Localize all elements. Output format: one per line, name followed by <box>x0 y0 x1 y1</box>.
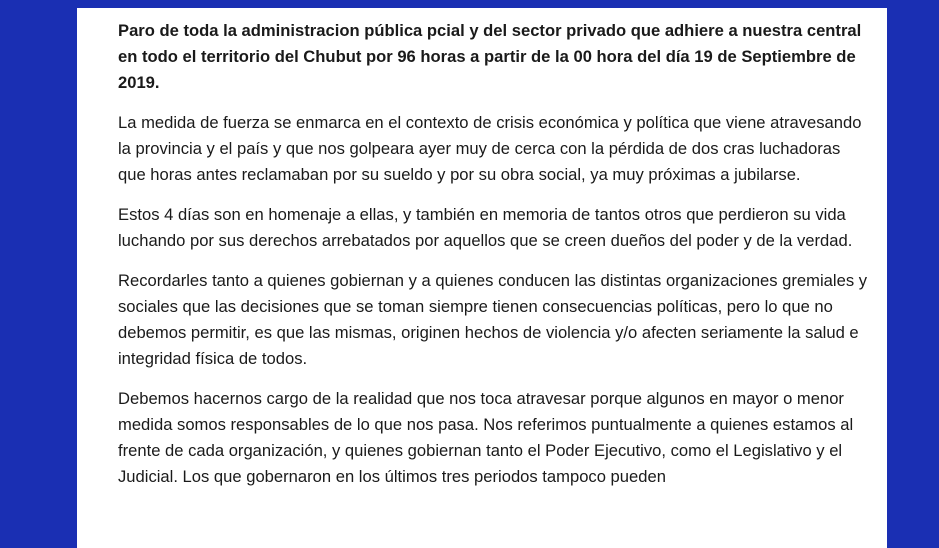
document-page <box>77 8 887 548</box>
body-paragraph-homage: Estos 4 días son en homenaje a ellas, y también en memoria de tantos otros que perdieron su vida luchando por sus derechos arrebatados por aquellos que se creen dueños del poder y de la verdad. <box>118 205 853 250</box>
headline-paragraph: Paro de toda la administracion pública pcial y del sector privado que adhiere a nuestra central en todo el territorio del Chubut por 96 horas a partir de la 00 hora del día 19 de Septiembre de 2019. <box>118 21 862 92</box>
body-paragraph-context: La medida de fuerza se enmarca en el contexto de crisis económica y política que viene atravesando la provincia y el país y que nos golpeara ayer muy de cerca con la pérdida de dos cras luchadoras que horas antes reclamaban por su sueldo y por su obra social, ya muy próximas a jubilarse. <box>118 113 862 184</box>
body-paragraph-responsibility: Debemos hacernos cargo de la realidad que nos toca atravesar porque algunos en mayor o menor medida somos responsables de lo que nos pasa. Nos referimos puntualmente a quienes estamos al frente de cada organización, y quienes gobiernan tanto el Poder Ejecutivo, como el Legislativo y el Judicial. Los que gobernaron en los últimos tres periodos tampoco pueden <box>118 389 854 486</box>
body-paragraph-reminder: Recordarles tanto a quienes gobiernan y a quienes conducen las distintas organizaciones gremiales y sociales que las decisiones que se toman siempre tienen consecuencias políticas, pero lo que no debemos permitir, es que las mismas, originen hechos de violencia y/o afecten seriamente la salud e integridad física de todos. <box>118 271 868 368</box>
